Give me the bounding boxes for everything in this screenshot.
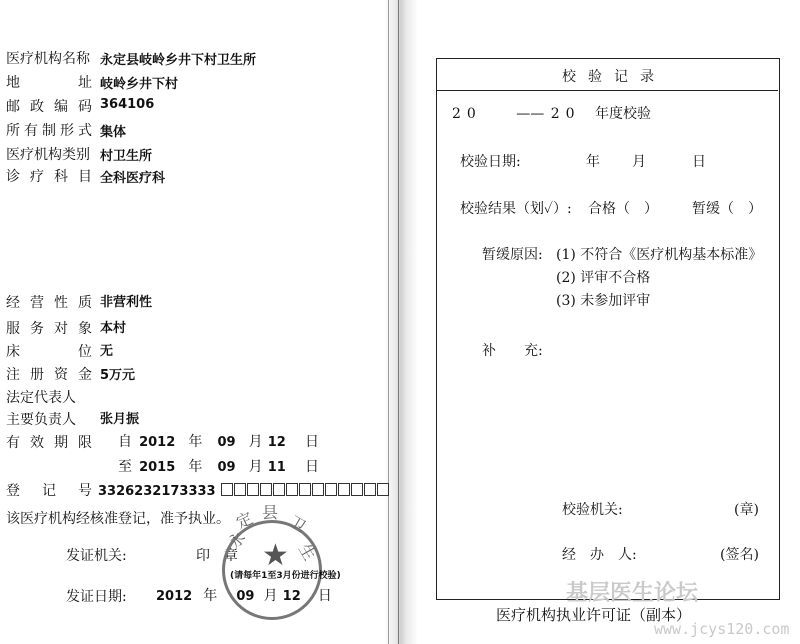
verification-result-label: 校验结果（划✓）: xyxy=(460,201,572,217)
day-unit: 日 xyxy=(304,459,319,475)
issuer-label: 发证机关: xyxy=(66,548,127,564)
reg-no-box xyxy=(299,483,311,496)
defer-reason-1: (1) 不符合《医疗机构基本标准》 xyxy=(556,247,763,263)
watermark-url: www.jcys120.com xyxy=(654,620,790,638)
seal-char: 永 xyxy=(224,527,250,553)
seal-placeholder-text: 印章 xyxy=(196,548,252,564)
reg-no-box xyxy=(325,483,337,496)
reg-no-box xyxy=(377,483,389,496)
issue-date-label: 发证日期: xyxy=(66,589,127,605)
reg-no-box xyxy=(260,483,272,496)
defer-reason-3: (3) 未参加评审 xyxy=(556,293,651,309)
address-label: 地址 xyxy=(6,75,92,91)
year-start: 20 xyxy=(452,106,482,122)
defer-reason-label: 暂缓原因: xyxy=(482,247,543,263)
watermark-title: 基层医生论坛 xyxy=(566,581,699,606)
reg-no-label: 登记号 xyxy=(6,483,92,499)
result-defer-option[interactable]: 暂缓（ ） xyxy=(692,201,762,217)
institution-name-value: 永定县岐岭乡井下村卫生所 xyxy=(100,53,257,68)
year-unit: 年 xyxy=(188,459,203,475)
institution-name-label: 医疗机构名称 xyxy=(6,51,90,67)
month-unit: 月 xyxy=(248,459,263,475)
validity-label: 有效期限 xyxy=(6,435,92,451)
handler-signature-mark: (签名) xyxy=(720,547,759,563)
reg-no-value: 3326232173333 xyxy=(98,484,216,499)
defer-reason-2: (2) 评审不合格 xyxy=(556,270,651,286)
issue-date xyxy=(156,585,332,605)
handler-label: 经 办 人: xyxy=(562,547,637,563)
postcode-value: 364106 xyxy=(100,97,155,112)
departments-label: 诊疗科目 xyxy=(6,169,92,185)
day-unit: 日 xyxy=(304,434,319,450)
category-label: 医疗机构类别 xyxy=(6,147,90,163)
month-unit: 月 xyxy=(632,154,646,170)
reg-no-box xyxy=(247,483,259,496)
principal-value: 张月振 xyxy=(100,412,140,427)
ownership-label: 所有制形式 xyxy=(6,123,92,139)
ownership-value: 集体 xyxy=(100,125,127,140)
day-unit: 日 xyxy=(692,154,706,170)
reg-no-box xyxy=(351,483,363,496)
month-unit: 月 xyxy=(248,434,263,450)
seal-char: 卫 xyxy=(285,512,310,537)
book-gutter xyxy=(384,0,418,644)
year-unit: 年 xyxy=(188,434,203,450)
year-dash: —— xyxy=(516,106,545,122)
reg-no-box xyxy=(338,483,350,496)
nature-value: 非营利性 xyxy=(100,295,153,310)
day-unit: 日 xyxy=(317,588,332,604)
from-month: 09 xyxy=(217,435,236,450)
document-caption: 医疗机构执业许可证（副本） xyxy=(496,606,692,624)
verification-year-line xyxy=(452,103,651,123)
seal-star-icon: ★ xyxy=(262,538,289,573)
issue-year: 2012 xyxy=(156,589,193,604)
validity-to xyxy=(118,456,319,476)
verification-authority-label: 校验机关: xyxy=(562,502,623,518)
issue-day: 12 xyxy=(282,589,301,604)
from-year: 2012 xyxy=(139,435,176,450)
result-pass-option[interactable]: 合格（ ） xyxy=(588,201,658,217)
gutter-edge xyxy=(388,0,389,644)
beds-value: 无 xyxy=(100,344,114,359)
address-value: 岐岭乡井下村 xyxy=(100,77,179,92)
annual-check-note: (请每年1至3月份进行校验) xyxy=(230,571,341,581)
to-prefix: 至 xyxy=(118,459,132,475)
category-value: 村卫生所 xyxy=(100,149,153,164)
reg-no-box xyxy=(273,483,285,496)
month-unit: 月 xyxy=(263,588,278,604)
nature-label: 经营性质 xyxy=(6,295,92,311)
from-prefix: 自 xyxy=(118,434,132,450)
supplement-label: 补 充: xyxy=(482,343,543,359)
to-month: 09 xyxy=(217,460,236,475)
legal-rep-label: 法定代表人 xyxy=(6,390,76,406)
service-value: 本村 xyxy=(100,321,127,336)
seal-char: 定 xyxy=(233,508,256,533)
seal-char: 县 xyxy=(262,503,279,522)
validity-from xyxy=(118,431,319,451)
reg-no-box xyxy=(364,483,376,496)
approval-text: 该医疗机构经核准登记，准予执业。 xyxy=(6,511,230,527)
reg-no-box xyxy=(221,483,233,496)
seal-char: 生 xyxy=(294,540,320,564)
capital-label: 注册资金 xyxy=(6,367,92,383)
reg-no-box xyxy=(286,483,298,496)
to-day: 11 xyxy=(267,460,286,475)
postcode-label: 邮政编码 xyxy=(6,99,92,115)
principal-label: 主要负责人 xyxy=(6,412,76,428)
issue-month: 09 xyxy=(236,589,255,604)
authority-seal-mark: (章) xyxy=(734,502,759,518)
year-unit: 年 xyxy=(203,588,218,604)
year-suffix: 年度校验 xyxy=(595,106,652,122)
reg-no-box xyxy=(234,483,246,496)
reg-no-box xyxy=(312,483,324,496)
reg-no-row xyxy=(98,480,390,499)
capital-value: 5万元 xyxy=(100,368,136,383)
year-end: 20 xyxy=(550,106,581,122)
beds-label: 床位 xyxy=(6,344,92,360)
to-year: 2015 xyxy=(139,460,176,475)
year-unit: 年 xyxy=(586,154,600,170)
record-title: 校验记录 xyxy=(562,69,666,85)
departments-value: 全科医疗科 xyxy=(100,171,166,186)
verification-date-label: 校验日期: xyxy=(460,154,521,170)
service-label: 服务对象 xyxy=(6,321,92,337)
reg-no-empty-boxes xyxy=(221,480,390,499)
from-day: 12 xyxy=(267,435,286,450)
gutter-edge xyxy=(398,0,399,644)
